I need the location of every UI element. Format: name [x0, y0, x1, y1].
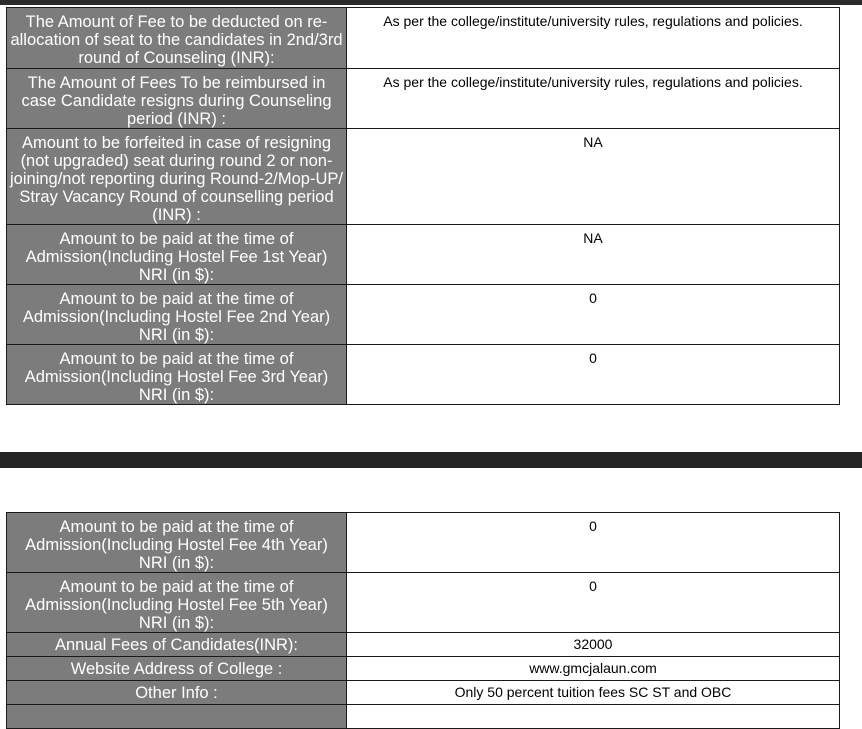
- row-value: www.gmcjalaun.com: [347, 657, 840, 681]
- row-label-empty: [7, 705, 347, 729]
- row-value: NA: [347, 129, 840, 225]
- row-label: Annual Fees of Candidates(INR):: [7, 633, 347, 657]
- row-value: 0: [347, 573, 840, 633]
- row-label: Amount to be paid at the time of Admission(Including Hostel Fee 3rd Year) NRI (in $):: [7, 345, 347, 405]
- page-top-bar: [0, 0, 862, 5]
- table-row: [7, 657, 840, 681]
- row-label: The Amount of Fee to be deducted on re-allocation of seat to the candidates in 2nd/3rd round of Counseling (INR):: [7, 8, 347, 69]
- table-row: [7, 633, 840, 657]
- fee-details-table-continued: [6, 512, 840, 729]
- section-divider-bar: [0, 452, 862, 468]
- table-row: [7, 69, 840, 129]
- row-value: Only 50 percent tuition fees SC ST and OBC: [347, 681, 840, 705]
- fee-details-table: [6, 7, 840, 405]
- row-value: 32000: [347, 633, 840, 657]
- row-label: Amount to be paid at the time of Admission(Including Hostel Fee 5th Year) NRI (in $):: [7, 573, 347, 633]
- row-label: Other Info :: [7, 681, 347, 705]
- table-row: [7, 129, 840, 225]
- table-row: [7, 285, 840, 345]
- table-row: [7, 705, 840, 729]
- row-value: 0: [347, 285, 840, 345]
- row-value: As per the college/institute/university rules, regulations and policies.: [347, 8, 840, 69]
- table-row: [7, 513, 840, 573]
- table-row: [7, 681, 840, 705]
- table-row: [7, 225, 840, 285]
- row-label: Amount to be paid at the time of Admission(Including Hostel Fee 4th Year) NRI (in $):: [7, 513, 347, 573]
- row-value: NA: [347, 225, 840, 285]
- row-label: Website Address of College :: [7, 657, 347, 681]
- row-value: As per the college/institute/university rules, regulations and policies.: [347, 69, 840, 129]
- row-label: The Amount of Fees To be reimbursed in case Candidate resigns during Counseling period (INR) :: [7, 69, 347, 129]
- row-label: Amount to be forfeited in case of resigning (not upgraded) seat during round 2 or non-joining/not reporting during Round-2/Mop-UP/ Stray Vacancy Round of counselling period (INR) :: [7, 129, 347, 225]
- row-label: Amount to be paid at the time of Admission(Including Hostel Fee 2nd Year) NRI (in $):: [7, 285, 347, 345]
- row-label: Amount to be paid at the time of Admission(Including Hostel Fee 1st Year) NRI (in $):: [7, 225, 347, 285]
- row-value: 0: [347, 513, 840, 573]
- table-row: [7, 8, 840, 69]
- table-row: [7, 345, 840, 405]
- row-value: 0: [347, 345, 840, 405]
- table-row: [7, 573, 840, 633]
- row-value-empty: [347, 705, 840, 729]
